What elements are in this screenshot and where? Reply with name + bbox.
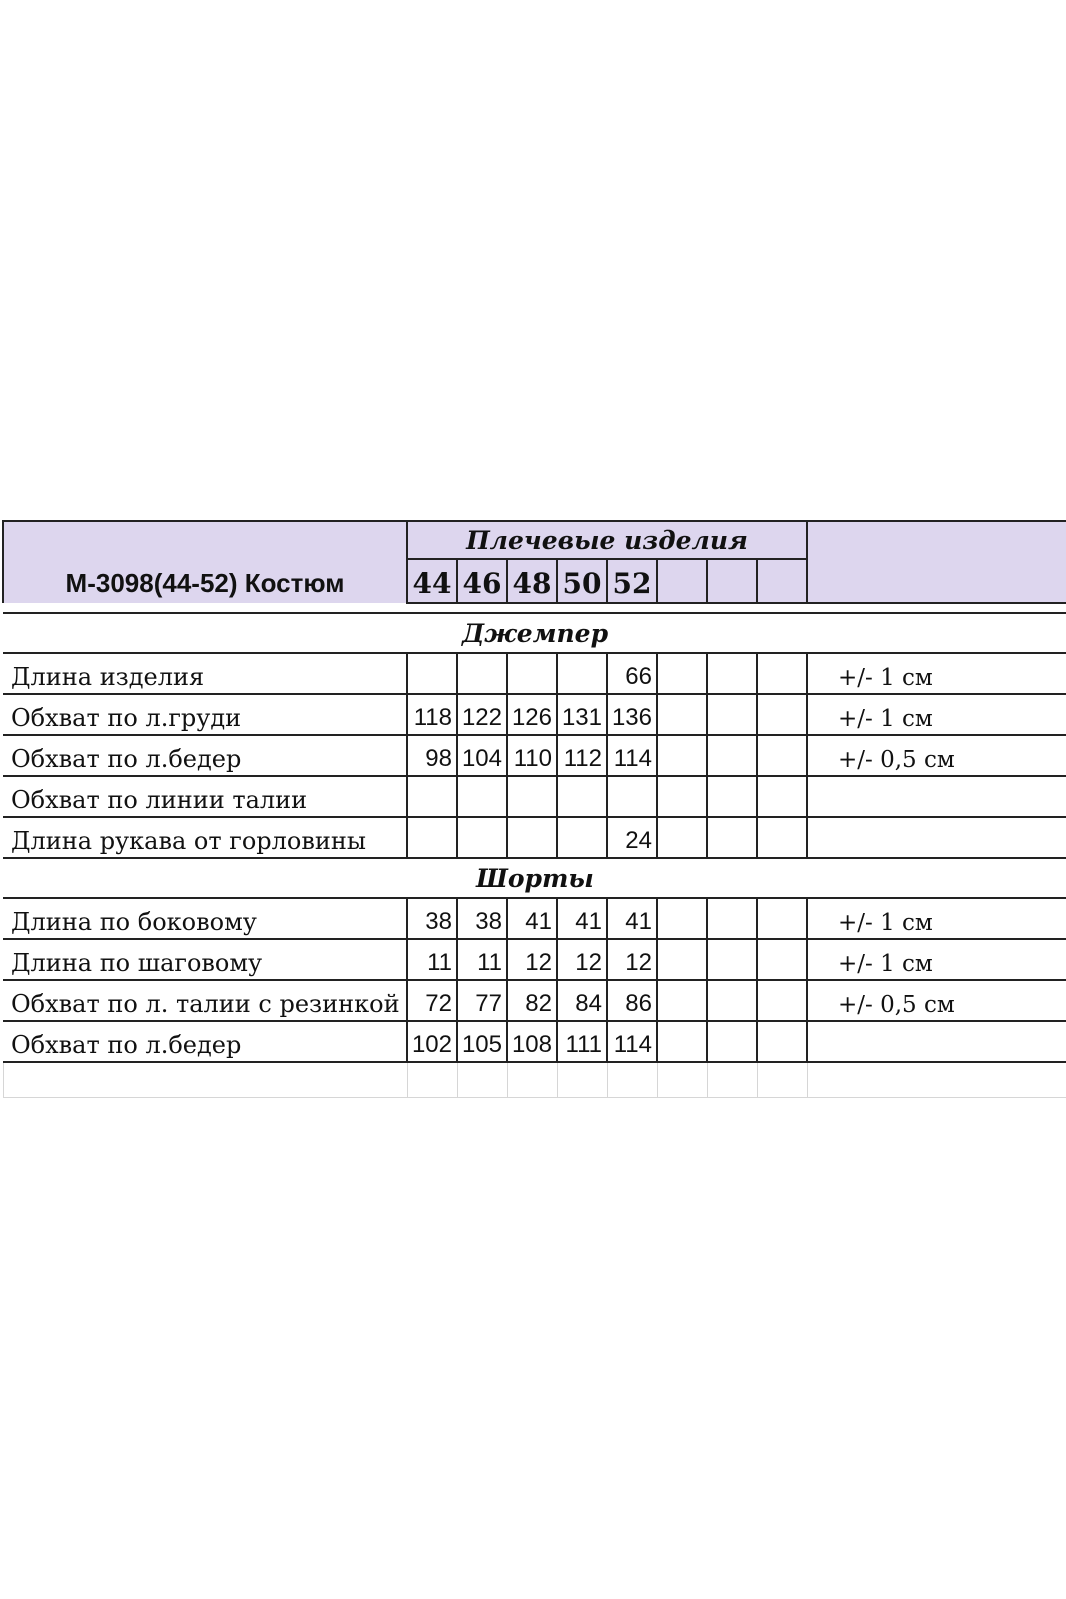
measurement-row [3, 817, 1066, 858]
tolerance-value [807, 817, 1066, 858]
empty-cell [657, 694, 707, 735]
measurement-label: Обхват по л.бедер [3, 1021, 407, 1062]
header-top-row [3, 521, 1066, 559]
measurement-value: 84 [557, 980, 607, 1021]
section-title: Шорты [3, 858, 1066, 898]
empty-cell [707, 776, 757, 817]
measurement-value: 110 [507, 735, 557, 776]
measurement-row [3, 653, 1066, 694]
empty-cell [757, 980, 807, 1021]
measurement-value: 118 [407, 694, 457, 735]
empty-cell [707, 817, 757, 858]
tolerance-value: +/- 1 см [807, 898, 1066, 939]
size-header: 48 [507, 559, 557, 603]
measurement-row [3, 776, 1066, 817]
measurement-value: 112 [557, 735, 607, 776]
measurement-value [507, 653, 557, 694]
tolerance-value [807, 1021, 1066, 1062]
size-chart-sheet [2, 520, 1066, 1098]
empty-cell [657, 980, 707, 1021]
measurement-value: 41 [607, 898, 657, 939]
measurement-value: 104 [457, 735, 507, 776]
measurement-value: 122 [457, 694, 507, 735]
measurement-value [457, 817, 507, 858]
measurement-value: 12 [607, 939, 657, 980]
measurement-value: 114 [607, 735, 657, 776]
section-row [3, 613, 1066, 653]
measurement-label: Длина рукава от горловины [3, 817, 407, 858]
measurement-value: 105 [457, 1021, 507, 1062]
empty-cell [407, 1062, 457, 1098]
empty-cell [707, 980, 757, 1021]
measurement-value [457, 653, 507, 694]
size-chart-table [2, 520, 1066, 1098]
empty-cell [3, 1062, 407, 1098]
measurement-value [607, 776, 657, 817]
empty-cell [757, 694, 807, 735]
tolerance-header [807, 559, 1066, 603]
empty-cell [657, 735, 707, 776]
measurement-value: 77 [457, 980, 507, 1021]
empty-cell [657, 1021, 707, 1062]
empty-cell [657, 898, 707, 939]
measurement-value [407, 817, 457, 858]
group-title: Плечевые изделия [407, 521, 807, 559]
size-header: 44 [407, 559, 457, 603]
measurement-label: Обхват по л. талии с резинкой [3, 980, 407, 1021]
measurement-label: Обхват по л.бедер [3, 735, 407, 776]
measurement-value: 98 [407, 735, 457, 776]
empty-cell [557, 1062, 607, 1098]
measurement-value [407, 653, 457, 694]
measurement-value: 72 [407, 980, 457, 1021]
empty-cell [807, 1062, 1066, 1098]
size-header-empty [657, 559, 707, 603]
tolerance-value [807, 776, 1066, 817]
empty-cell [707, 898, 757, 939]
measurement-label: Длина по боковому [3, 898, 407, 939]
measurement-value: 108 [507, 1021, 557, 1062]
empty-cell [757, 776, 807, 817]
empty-cell [757, 898, 807, 939]
measurement-value: 12 [557, 939, 607, 980]
measurement-label: Длина по шаговому [3, 939, 407, 980]
empty-cell [757, 735, 807, 776]
measurement-row [3, 735, 1066, 776]
measurement-label: Обхват по линии талии [3, 776, 407, 817]
measurement-value: 66 [607, 653, 657, 694]
empty-cell [707, 653, 757, 694]
empty-cell [657, 817, 707, 858]
size-header-empty [757, 559, 807, 603]
empty-cell [457, 1062, 507, 1098]
measurement-value: 38 [407, 898, 457, 939]
tolerance-header-top [807, 521, 1066, 559]
section-row [3, 858, 1066, 898]
size-header: 46 [457, 559, 507, 603]
empty-cell [707, 939, 757, 980]
measurement-value: 24 [607, 817, 657, 858]
measurement-value [557, 817, 607, 858]
measurement-value [507, 776, 557, 817]
empty-cell [707, 694, 757, 735]
measurement-label: Обхват по л.груди [3, 694, 407, 735]
header-gap [3, 603, 1066, 613]
tolerance-value: +/- 1 см [807, 653, 1066, 694]
measurement-value: 86 [607, 980, 657, 1021]
measurement-value: 12 [507, 939, 557, 980]
measurement-row [3, 694, 1066, 735]
empty-cell [757, 1021, 807, 1062]
measurement-value: 41 [507, 898, 557, 939]
measurement-value: 102 [407, 1021, 457, 1062]
empty-cell [507, 1062, 557, 1098]
empty-grid-row [3, 1062, 1066, 1098]
measurement-value: 11 [407, 939, 457, 980]
empty-cell [757, 939, 807, 980]
measurement-value [557, 653, 607, 694]
tolerance-value: +/- 0,5 см [807, 980, 1066, 1021]
measurement-value: 131 [557, 694, 607, 735]
empty-cell [707, 1021, 757, 1062]
measurement-row [3, 898, 1066, 939]
measurement-value: 136 [607, 694, 657, 735]
empty-cell [657, 776, 707, 817]
size-header: 52 [607, 559, 657, 603]
measurement-value: 41 [557, 898, 607, 939]
measurement-value: 126 [507, 694, 557, 735]
empty-cell [757, 1062, 807, 1098]
tolerance-value: +/- 0,5 см [807, 735, 1066, 776]
model-title: М-3098(44-52) Костюм [3, 521, 407, 603]
measurement-value [407, 776, 457, 817]
measurement-value [457, 776, 507, 817]
empty-cell [757, 653, 807, 694]
measurement-row [3, 980, 1066, 1021]
empty-cell [657, 653, 707, 694]
empty-cell [757, 817, 807, 858]
size-header: 50 [557, 559, 607, 603]
measurement-value: 82 [507, 980, 557, 1021]
empty-cell [657, 1062, 707, 1098]
empty-cell [607, 1062, 657, 1098]
empty-cell [707, 1062, 757, 1098]
tolerance-value: +/- 1 см [807, 694, 1066, 735]
measurement-value [507, 817, 557, 858]
tolerance-value: +/- 1 см [807, 939, 1066, 980]
measurement-value: 114 [607, 1021, 657, 1062]
measurement-value: 38 [457, 898, 507, 939]
measurement-row [3, 1021, 1066, 1062]
empty-cell [707, 735, 757, 776]
empty-cell [657, 939, 707, 980]
section-title: Джемпер [3, 613, 1066, 653]
size-header-empty [707, 559, 757, 603]
measurement-value: 111 [557, 1021, 607, 1062]
measurement-row [3, 939, 1066, 980]
measurement-value [557, 776, 607, 817]
measurement-value: 11 [457, 939, 507, 980]
measurement-label: Длина изделия [3, 653, 407, 694]
